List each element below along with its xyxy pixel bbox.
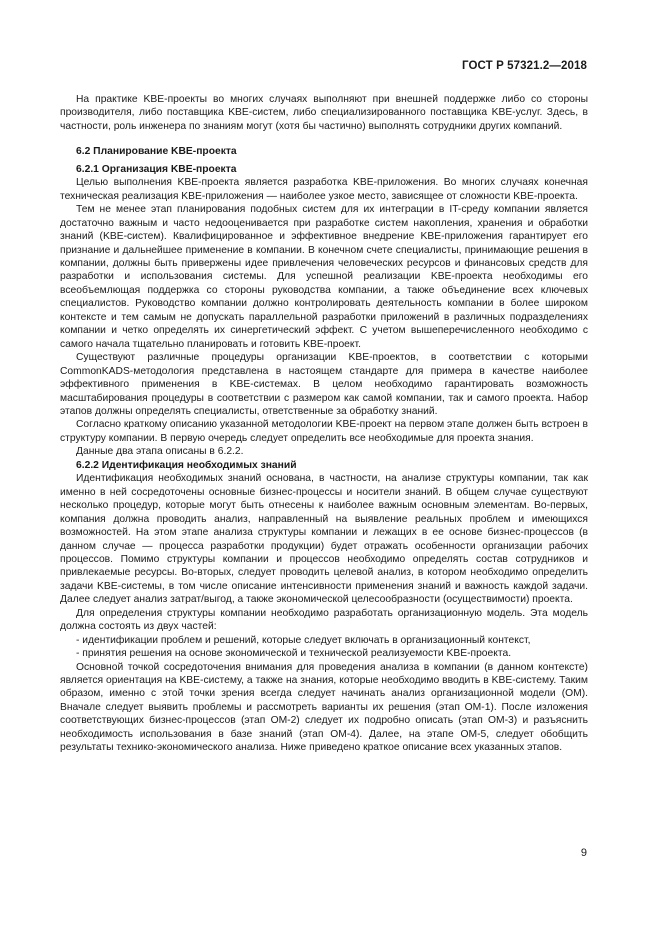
document-body (60, 93, 588, 755)
subsection-heading-6-2-2: 6.2.2 Идентификация необходимых знаний (76, 459, 297, 471)
paragraph: Тем не менее этап планирования подобных систем для их интеграции в IT-среду компании является достаточно важным и часто недооценивается при разработке систем накопления, хранения и обработки знаний (KBE-систем). Квалифицированное и эффективное внедрение KBE-приложения гарантирует его признание и дальнейшее применение в компании. В конечном счете специалисты, принимающие решения в компании, должны быть привержены идее привлечения человеческих ресурсов и финансовых средств для разработки и использования системы. Для успешной реализации KBE-проекта необходимы его всеобъемлющая поддержка со стороны руководства компании, а также объединение всех ключевых специалистов. Руководство компании должно контролировать деятельность компании в более широком контексте и тем самым не допускать параллельной разработки приложений в различных подразделениях компании и четко определять их синергетический эффект. С учетом вышеперечисленного необходимо с самого начала тщательно планировать и готовить KBE-проект. (60, 204, 588, 350)
paragraph: Существуют различные процедуры организации KBE-проектов, в соответствии с которыми CommonKADS-методология представлена в настоящем стандарте для примера в качестве наиболее эффективного применения в KBE-системах. В целом необходимо гарантировать возможность масштабирования процедуры в соответствии с размером как самой компании, так и самого проекта. Набор этапов должны определять специалисты, ответственные за обработку знаний. (60, 352, 588, 417)
document-standard-id: ГОСТ Р 57321.2—2018 (462, 60, 587, 72)
paragraph: Основной точкой сосредоточения внимания для проведения анализа в компании (в данном контексте) является ориентация на KBE-систему, а также на знания, которые необходимо вводить в KBE-систему. Таким образом, именно с этой точки зрения всегда следует начинать анализ организационной модели (ОМ). Вначале следует выявить проблемы и рассмотреть варианты их решения (этап ОМ-1). После изложения соответствующих бизнес-процессов (этап ОМ-2) следует их подробно описать (этап ОМ-3) и разъяснить необходимость использования в базе знаний (этап ОМ-4). Далее, на этапе ОМ-5, следует обобщить результаты технико-экономического анализа. Ниже приведено краткое описание всех указанных этапов. (60, 661, 588, 754)
list-item: - принятия решения на основе экономической и технической реализуемости KBE-проекта. (76, 648, 512, 660)
subsection-heading-6-2-1: 6.2.1 Организация KBE-проекта (76, 163, 237, 175)
paragraph: Целью выполнения KBE-проекта является разработка KBE-приложения. Во многих случаях конечная техническая реализация KBE-приложения — наиболее узкое место, зависящее от сложности KBE-проекта. (60, 177, 588, 202)
paragraph: Идентификация необходимых знаний основана, в частности, на анализе структуры компании, так как именно в ней сосредоточены основные бизнес-процессы и носители знаний. В общем случае существуют несколько процедур, которые могут быть отнесены к наиболее важным основным элементам. Во-первых, компания должна проводить анализ, направленный на выявление реальных проблем и имеющихся возможностей. На этом этапе анализа структуры компании и лежащих в ее основе бизнес-процессов (в данном случае — процесса разработки продукции) будет отражать особенности организации рабочих процессов. Помимо структуры компании и процессов необходимо определять состав сотрудников и привлекаемые ресурсы. Во-вторых, следует проводить целевой анализ, в котором необходимо определить задачи KBE-системы, в том числе описание интенсивности применения знаний и важность каждой задачи. Далее следует анализ затрат/выгод, а также экономической целесообразности (осуществимости) проекта. (60, 473, 588, 606)
list-item: - идентификации проблем и решений, которые следует включать в организационный контекст, (76, 634, 531, 646)
page-number: 9 (580, 847, 587, 859)
paragraph: Для определения структуры компании необходимо разработать организационную модель. Эта модель должна состоять из двух частей: (60, 607, 588, 633)
paragraph: Данные два этапа описаны в 6.2.2. (76, 446, 244, 458)
section-heading-6-2: 6.2 Планирование KBE-проекта (76, 146, 237, 158)
bullet-list (60, 634, 588, 661)
paragraph: Согласно краткому описанию указанной методологии KBE-проект на первом этапе должен быть встроен в структуру компании. В первую очередь следует определить все необходимые для проекта знания. (60, 419, 588, 444)
paragraph: На практике KBE-проекты во многих случаях выполняют при внешней поддержке либо со стороны производителя, либо поставщика KBE-систем, либо специализированного поставщика KBE-услуг. Здесь, в частности, роль инженера по знаниям могут (хотя бы частично) выполнять сотрудники других компаний. (60, 94, 588, 132)
